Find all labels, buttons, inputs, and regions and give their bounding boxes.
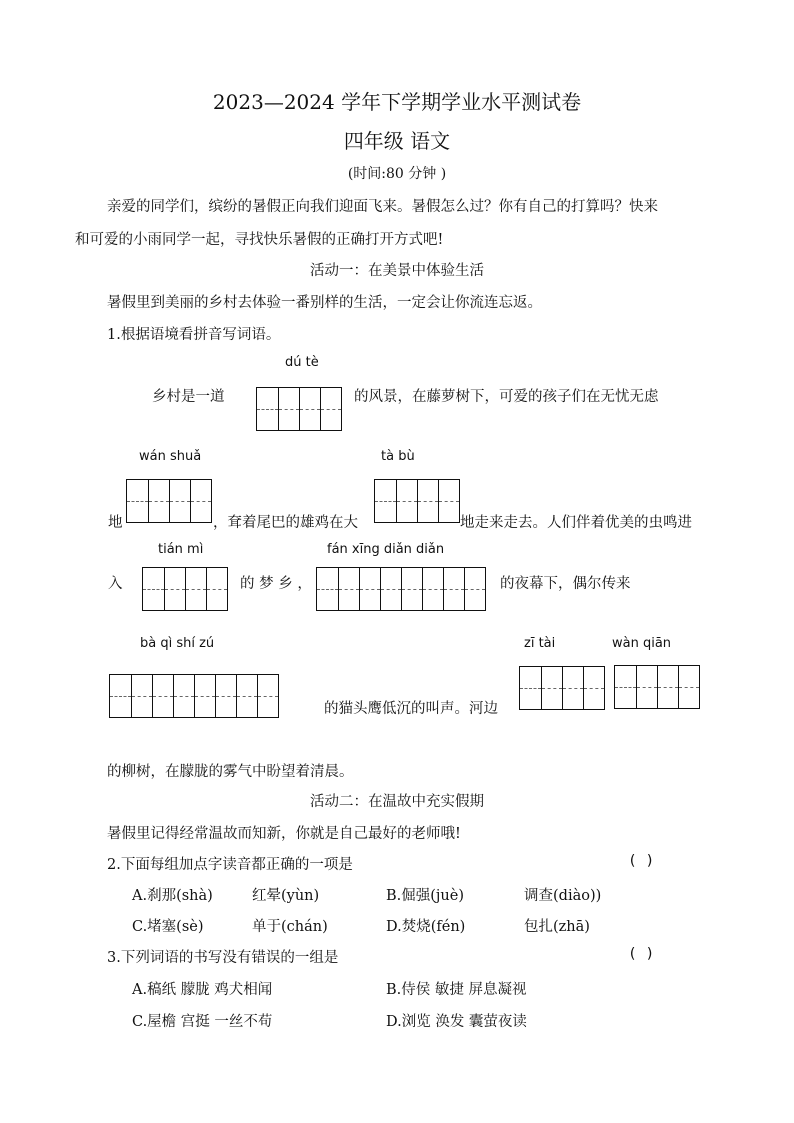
text-j: 的柳树，在朦胧的雾气中盼望着清晨。	[107, 764, 354, 780]
question-3-answer-blank[interactable]: ( )	[628, 946, 655, 962]
q2-option-a-1[interactable]: A.刹那(shà)	[132, 888, 213, 904]
q2-option-d-1[interactable]: D.焚烧(fén)	[386, 919, 466, 935]
text-c: 地	[108, 515, 123, 531]
q3-option-c[interactable]: C.屋檐 宫挺 一丝不苟	[132, 1014, 273, 1030]
question-1-stem: 1.根据语境看拼音写词语。	[107, 327, 281, 343]
activity-one-heading: 活动一：在美景中体验生活	[310, 263, 484, 279]
answer-box-du-te[interactable]	[256, 387, 342, 431]
activity-one-lead: 暑假里到美丽的乡村去体验一番别样的生活，一定会让你流连忘返。	[107, 295, 542, 311]
exam-title: 2023—2024 学年下学期学业水平测试卷	[212, 90, 582, 114]
exam-subtitle: 四年级 语文	[343, 129, 451, 153]
pinyin-wan-qian: wàn qiān	[612, 636, 672, 651]
question-3-stem: 3.下列词语的书写没有错误的一组是	[107, 950, 339, 966]
intro-line-2: 和可爱的小雨同学一起，寻找快乐暑假的正确打开方式吧!	[75, 232, 444, 248]
q3-option-a[interactable]: A.稿纸 朦胧 鸡犬相闻	[132, 982, 273, 998]
activity-two-lead: 暑假里记得经常温故而知新，你就是自己最好的老师哦!	[107, 826, 461, 842]
text-h: 的夜幕下，偶尔传来	[500, 576, 631, 592]
pinyin-fan-xing: fán xīng diǎn diǎn	[327, 542, 445, 557]
activity-two-heading: 活动二：在温故中充实假期	[310, 794, 484, 810]
answer-box-zi-tai[interactable]	[519, 666, 605, 710]
pinyin-tian-mi: tián mì	[158, 542, 204, 557]
q2-option-b-1[interactable]: B.倔强(juè)	[386, 888, 464, 904]
q2-option-b-2: 调查(diào))	[524, 888, 602, 904]
question-2-stem: 2.下面每组加点字读音都正确的一项是	[107, 857, 353, 873]
text-b: 的风景，在藤萝树下，可爱的孩子们在无忧无虑	[354, 389, 659, 405]
pinyin-ta-bu: tà bù	[381, 449, 415, 464]
q2-option-c-2: 单于(chán)	[252, 919, 328, 935]
pinyin-du-te: dú tè	[285, 355, 319, 370]
q3-option-b[interactable]: B.侍侯 敏捷 屏息凝视	[386, 982, 527, 998]
pinyin-ba-qi: bà qì shí zú	[140, 636, 215, 651]
question-2-answer-blank[interactable]: ( )	[628, 853, 655, 869]
text-d: ，耷着尾巴的雄鸡在大	[213, 515, 358, 531]
q2-option-c-1[interactable]: C.堵塞(sè)	[132, 919, 204, 935]
intro-line-1: 亲爱的同学们，缤纷的暑假正向我们迎面飞来。暑假怎么过？你有自己的打算吗？快来	[107, 199, 658, 215]
text-e: 地走来走去。人们伴着优美的虫鸣进	[460, 515, 692, 531]
text-a: 乡村是一道	[152, 389, 225, 405]
q3-option-d[interactable]: D.浏览 涣发 囊萤夜读	[386, 1014, 527, 1030]
answer-box-wan-qian[interactable]	[614, 665, 700, 709]
text-g: 的 梦 乡 ，	[240, 576, 312, 592]
pinyin-zi-tai: zī tài	[524, 636, 556, 651]
answer-box-ba-qi[interactable]	[109, 674, 279, 718]
pinyin-wan-shua: wán shuǎ	[139, 449, 202, 464]
exam-time: (时间:80 分钟 )	[347, 166, 447, 182]
q2-option-d-2: 包扎(zhā)	[524, 919, 590, 935]
answer-box-fan-xing[interactable]	[316, 567, 486, 611]
answer-box-wan-shua[interactable]	[126, 479, 212, 523]
answer-box-tian-mi[interactable]	[142, 567, 228, 611]
q2-option-a-2: 红晕(yùn)	[252, 888, 320, 904]
answer-box-ta-bu[interactable]	[374, 479, 460, 523]
text-i: 的猫头鹰低沉的叫声。河边	[324, 701, 498, 717]
text-f: 入	[108, 576, 123, 592]
